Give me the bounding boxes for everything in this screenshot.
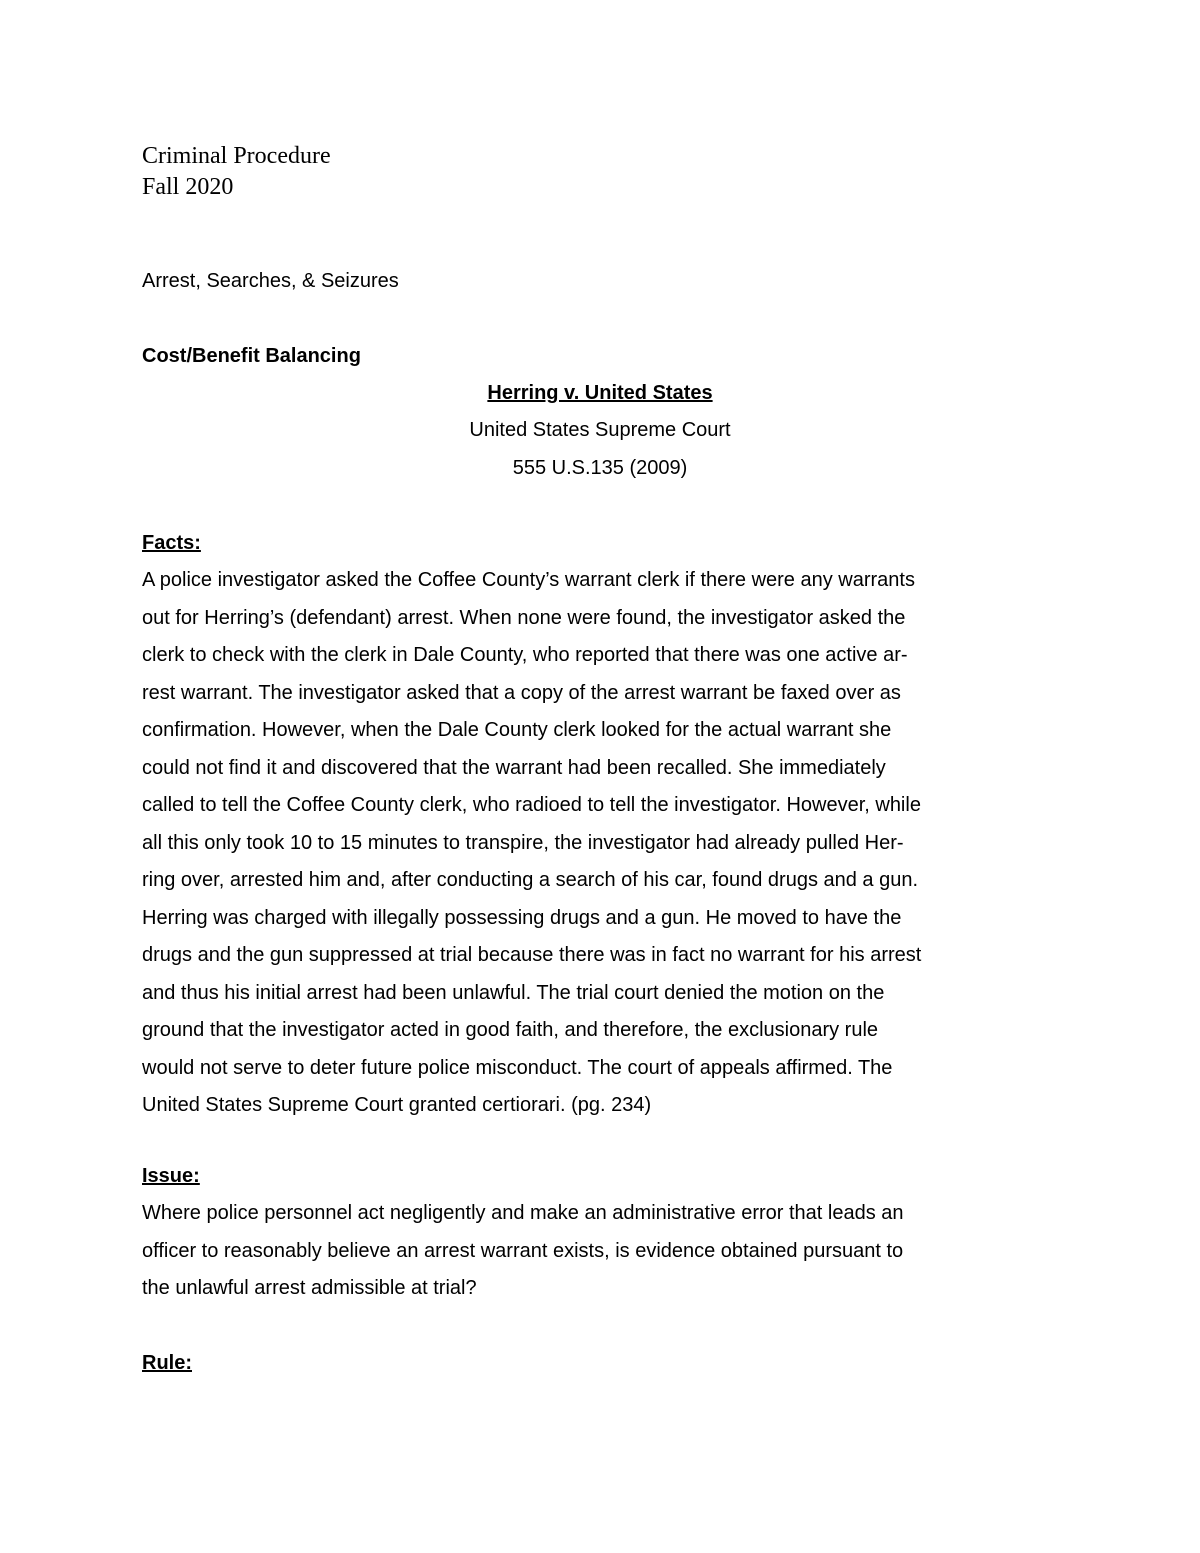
facts-paragraph [142, 562, 1062, 1125]
case-name: Herring v. United States [487, 382, 713, 404]
issue-line: officer to reasonably believe an arrest warrant exists, is evidence obtained pursuant to [142, 1239, 904, 1262]
facts-line: United States Supreme Court granted certiorari. (pg. 234) [142, 1094, 652, 1116]
topic-heading: Arrest, Searches, & Seizures [142, 270, 399, 292]
facts-line: called to tell the Coffee County clerk, who radioed to tell the investigator. However, while [142, 794, 921, 816]
section-heading: Cost/Benefit Balancing [142, 345, 361, 367]
facts-line: rest warrant. The investigator asked that a copy of the arrest warrant be faxed over as [142, 681, 901, 704]
facts-line: ring over, arrested him and, after conducting a search of his car, found drugs and a gun. [142, 869, 919, 891]
case-court: United States Supreme Court [469, 419, 731, 441]
rule-label: Rule: [142, 1352, 192, 1374]
issue-label: Issue: [142, 1165, 200, 1187]
course-term: Fall 2020 [142, 174, 234, 200]
facts-label: Facts: [142, 532, 201, 554]
facts-line: could not find it and discovered that the warrant had been recalled. She immediately [142, 756, 886, 779]
issue-paragraph [142, 1195, 1062, 1308]
facts-line: Herring was charged with illegally possessing drugs and a gun. He moved to have the [142, 906, 902, 929]
facts-line: confirmation. However, when the Dale County clerk looked for the actual warrant she [142, 719, 892, 741]
issue-line: the unlawful arrest admissible at trial? [142, 1277, 477, 1299]
facts-line: out for Herring’s (defendant) arrest. When none were found, the investigator asked the [142, 606, 906, 629]
facts-line: all this only took 10 to 15 minutes to transpire, the investigator had already pulled Her- [142, 831, 904, 854]
facts-line: clerk to check with the clerk in Dale County, who reported that there was one active ar- [142, 644, 908, 666]
case-citation: 555 U.S.135 (2009) [512, 457, 688, 479]
facts-line: and thus his initial arrest had been unlawful. The trial court denied the motion on the [142, 981, 885, 1004]
issue-line: Where police personnel act negligently and make an administrative error that leads an [142, 1202, 904, 1224]
facts-line: drugs and the gun suppressed at trial because there was in fact no warrant for his arrest [142, 944, 922, 966]
facts-line: would not serve to deter future police misconduct. The court of appeals affirmed. The [142, 1056, 893, 1079]
course-title: Criminal Procedure [142, 143, 331, 169]
facts-line: A police investigator asked the Coffee County’s warrant clerk if there were any warrants [142, 569, 915, 591]
facts-line: ground that the investigator acted in good faith, and therefore, the exclusionary rule [142, 1019, 879, 1041]
